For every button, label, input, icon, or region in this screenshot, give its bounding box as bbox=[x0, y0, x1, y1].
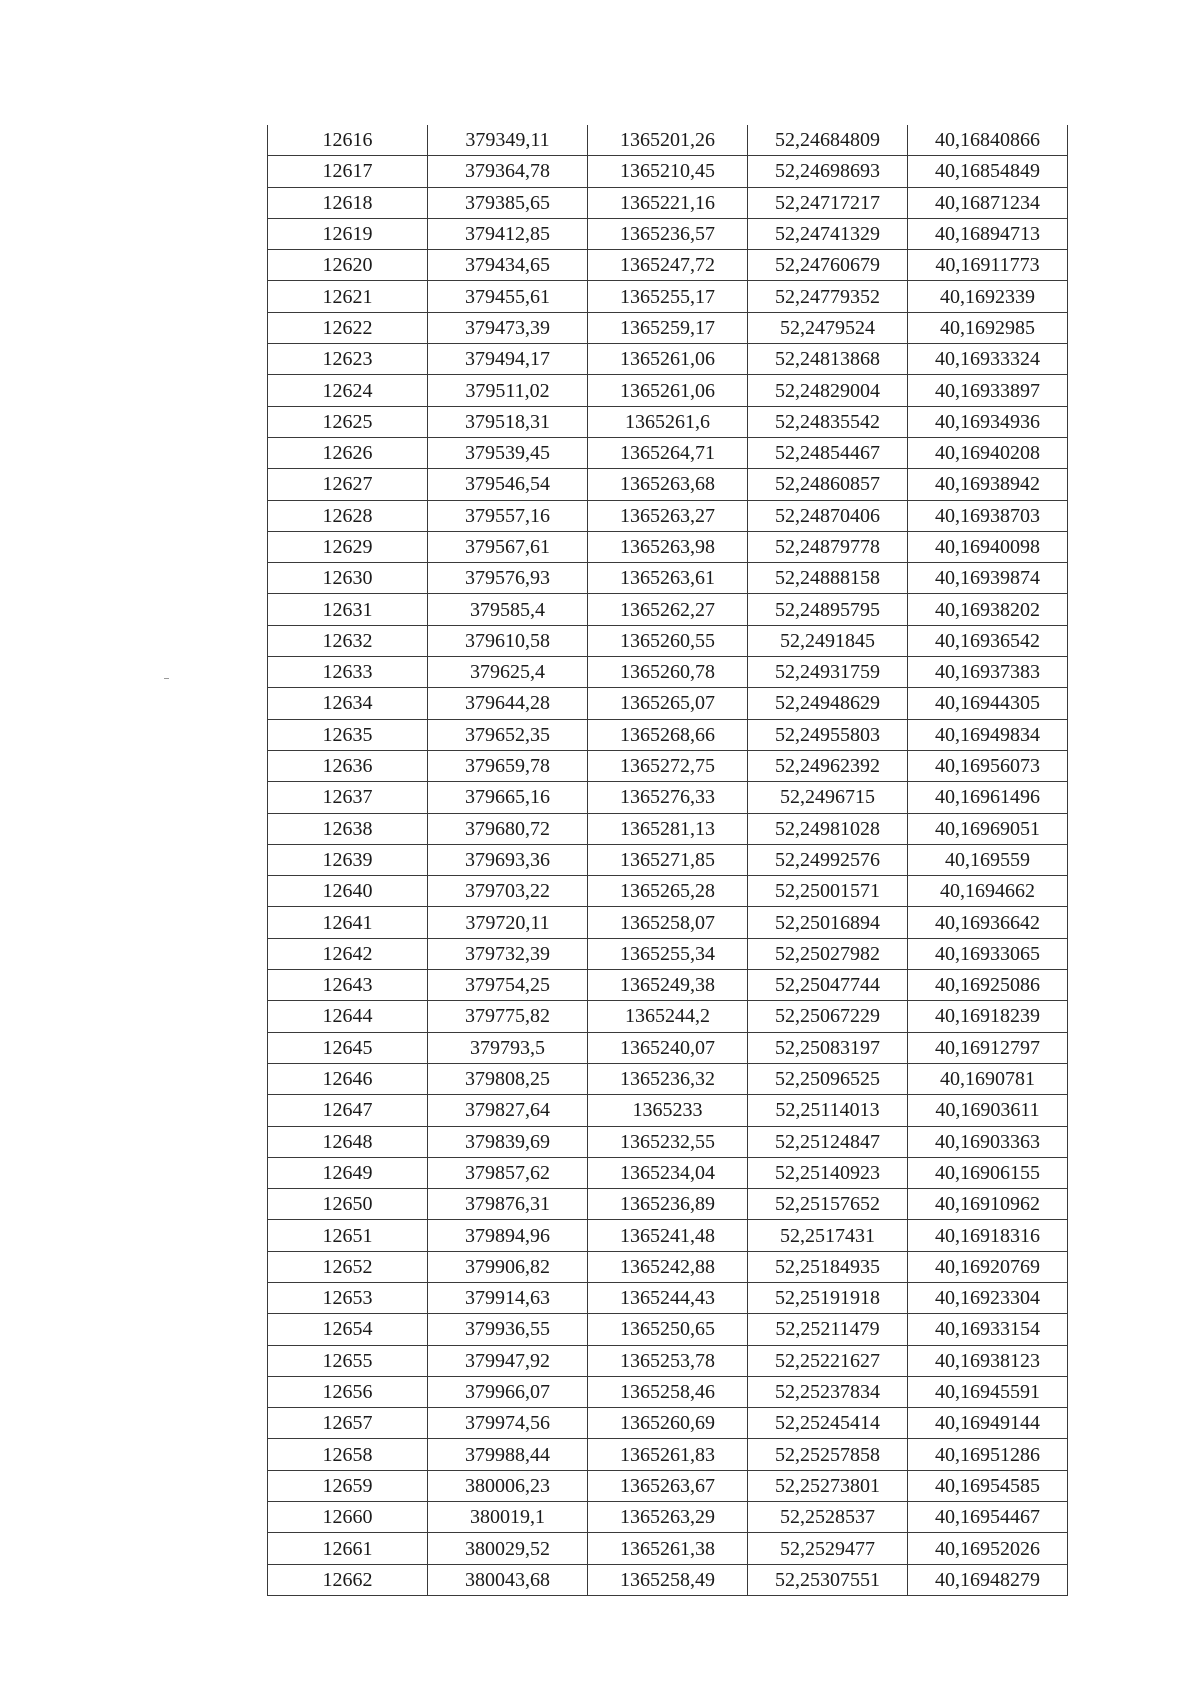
table-row bbox=[268, 750, 1068, 781]
point-number-cell: 12640 bbox=[268, 876, 428, 907]
coord-y-cell: 1365255,34 bbox=[588, 938, 748, 969]
table-row bbox=[268, 406, 1068, 437]
longitude-cell: 40,1690781 bbox=[908, 1063, 1068, 1094]
point-number-cell: 12661 bbox=[268, 1533, 428, 1564]
latitude-cell: 52,24835542 bbox=[748, 406, 908, 437]
coord-y-cell: 1365260,55 bbox=[588, 625, 748, 656]
longitude-cell: 40,16956073 bbox=[908, 750, 1068, 781]
coord-x-cell: 379857,62 bbox=[428, 1157, 588, 1188]
longitude-cell: 40,16920769 bbox=[908, 1251, 1068, 1282]
longitude-cell: 40,16961496 bbox=[908, 782, 1068, 813]
table-row bbox=[268, 375, 1068, 406]
longitude-cell: 40,16949834 bbox=[908, 719, 1068, 750]
longitude-cell: 40,16923304 bbox=[908, 1282, 1068, 1313]
table-row bbox=[268, 719, 1068, 750]
coordinate-table bbox=[267, 125, 1068, 1596]
longitude-cell: 40,16949144 bbox=[908, 1408, 1068, 1439]
latitude-cell: 52,24962392 bbox=[748, 750, 908, 781]
latitude-cell: 52,25157652 bbox=[748, 1189, 908, 1220]
coord-x-cell: 379906,82 bbox=[428, 1251, 588, 1282]
coord-x-cell: 379914,63 bbox=[428, 1282, 588, 1313]
point-number-cell: 12648 bbox=[268, 1126, 428, 1157]
latitude-cell: 52,2491845 bbox=[748, 625, 908, 656]
latitude-cell: 52,24955803 bbox=[748, 719, 908, 750]
coord-x-cell: 379894,96 bbox=[428, 1220, 588, 1251]
coord-x-cell: 379680,72 bbox=[428, 813, 588, 844]
point-number-cell: 12623 bbox=[268, 344, 428, 375]
point-number-cell: 12659 bbox=[268, 1470, 428, 1501]
longitude-cell: 40,169559 bbox=[908, 844, 1068, 875]
coord-x-cell: 379585,4 bbox=[428, 594, 588, 625]
point-number-cell: 12647 bbox=[268, 1095, 428, 1126]
coord-y-cell: 1365268,66 bbox=[588, 719, 748, 750]
longitude-cell: 40,16944305 bbox=[908, 688, 1068, 719]
latitude-cell: 52,24854467 bbox=[748, 437, 908, 468]
latitude-cell: 52,25083197 bbox=[748, 1032, 908, 1063]
coord-y-cell: 1365263,27 bbox=[588, 500, 748, 531]
point-number-cell: 12626 bbox=[268, 437, 428, 468]
coord-y-cell: 1365221,16 bbox=[588, 187, 748, 218]
latitude-cell: 52,24698693 bbox=[748, 156, 908, 187]
coord-x-cell: 379966,07 bbox=[428, 1376, 588, 1407]
coord-x-cell: 379936,55 bbox=[428, 1314, 588, 1345]
table-row bbox=[268, 1314, 1068, 1345]
coord-y-cell: 1365241,48 bbox=[588, 1220, 748, 1251]
coord-x-cell: 379732,39 bbox=[428, 938, 588, 969]
latitude-cell: 52,25124847 bbox=[748, 1126, 908, 1157]
point-number-cell: 12645 bbox=[268, 1032, 428, 1063]
coord-x-cell: 379808,25 bbox=[428, 1063, 588, 1094]
point-number-cell: 12641 bbox=[268, 907, 428, 938]
latitude-cell: 52,2496715 bbox=[748, 782, 908, 813]
longitude-cell: 40,1694662 bbox=[908, 876, 1068, 907]
latitude-cell: 52,25237834 bbox=[748, 1376, 908, 1407]
coord-x-cell: 379827,64 bbox=[428, 1095, 588, 1126]
point-number-cell: 12632 bbox=[268, 625, 428, 656]
table-row bbox=[268, 218, 1068, 249]
coord-x-cell: 379412,85 bbox=[428, 218, 588, 249]
coord-y-cell: 1365258,46 bbox=[588, 1376, 748, 1407]
coord-y-cell: 1365258,07 bbox=[588, 907, 748, 938]
table-row bbox=[268, 688, 1068, 719]
longitude-cell: 40,16918316 bbox=[908, 1220, 1068, 1251]
coord-y-cell: 1365264,71 bbox=[588, 437, 748, 468]
point-number-cell: 12639 bbox=[268, 844, 428, 875]
table-row bbox=[268, 1345, 1068, 1376]
coord-y-cell: 1365255,17 bbox=[588, 281, 748, 312]
coord-x-cell: 379988,44 bbox=[428, 1439, 588, 1470]
table-row bbox=[268, 970, 1068, 1001]
latitude-cell: 52,24981028 bbox=[748, 813, 908, 844]
table-row bbox=[268, 344, 1068, 375]
point-number-cell: 12634 bbox=[268, 688, 428, 719]
longitude-cell: 40,16854849 bbox=[908, 156, 1068, 187]
coord-x-cell: 380043,68 bbox=[428, 1564, 588, 1595]
point-number-cell: 12653 bbox=[268, 1282, 428, 1313]
coord-y-cell: 1365233 bbox=[588, 1095, 748, 1126]
coord-y-cell: 1365234,04 bbox=[588, 1157, 748, 1188]
point-number-cell: 12658 bbox=[268, 1439, 428, 1470]
longitude-cell: 40,16952026 bbox=[908, 1533, 1068, 1564]
longitude-cell: 40,16940208 bbox=[908, 437, 1068, 468]
longitude-cell: 40,16934936 bbox=[908, 406, 1068, 437]
longitude-cell: 40,16936542 bbox=[908, 625, 1068, 656]
coord-y-cell: 1365263,98 bbox=[588, 531, 748, 562]
latitude-cell: 52,24879778 bbox=[748, 531, 908, 562]
coord-x-cell: 379720,11 bbox=[428, 907, 588, 938]
point-number-cell: 12655 bbox=[268, 1345, 428, 1376]
point-number-cell: 12620 bbox=[268, 250, 428, 281]
longitude-cell: 40,16910962 bbox=[908, 1189, 1068, 1220]
point-number-cell: 12649 bbox=[268, 1157, 428, 1188]
latitude-cell: 52,25191918 bbox=[748, 1282, 908, 1313]
table-row bbox=[268, 1470, 1068, 1501]
coord-y-cell: 1365260,69 bbox=[588, 1408, 748, 1439]
longitude-cell: 40,16933897 bbox=[908, 375, 1068, 406]
table-row bbox=[268, 1095, 1068, 1126]
point-number-cell: 12638 bbox=[268, 813, 428, 844]
table-row bbox=[268, 1533, 1068, 1564]
point-number-cell: 12635 bbox=[268, 719, 428, 750]
coord-x-cell: 379974,56 bbox=[428, 1408, 588, 1439]
point-number-cell: 12652 bbox=[268, 1251, 428, 1282]
latitude-cell: 52,25307551 bbox=[748, 1564, 908, 1595]
table-row bbox=[268, 531, 1068, 562]
table-row bbox=[268, 1126, 1068, 1157]
table-row bbox=[268, 156, 1068, 187]
latitude-cell: 52,24684809 bbox=[748, 125, 908, 156]
point-number-cell: 12651 bbox=[268, 1220, 428, 1251]
coord-x-cell: 379539,45 bbox=[428, 437, 588, 468]
coord-x-cell: 379625,4 bbox=[428, 657, 588, 688]
latitude-cell: 52,24717217 bbox=[748, 187, 908, 218]
latitude-cell: 52,25096525 bbox=[748, 1063, 908, 1094]
longitude-cell: 40,16945591 bbox=[908, 1376, 1068, 1407]
longitude-cell: 40,16903363 bbox=[908, 1126, 1068, 1157]
coord-x-cell: 379349,11 bbox=[428, 125, 588, 156]
longitude-cell: 40,16911773 bbox=[908, 250, 1068, 281]
longitude-cell: 40,16938942 bbox=[908, 469, 1068, 500]
longitude-cell: 40,16969051 bbox=[908, 813, 1068, 844]
longitude-cell: 40,16940098 bbox=[908, 531, 1068, 562]
coord-x-cell: 379775,82 bbox=[428, 1001, 588, 1032]
latitude-cell: 52,2528537 bbox=[748, 1502, 908, 1533]
coord-x-cell: 379665,16 bbox=[428, 782, 588, 813]
coord-y-cell: 1365236,32 bbox=[588, 1063, 748, 1094]
longitude-cell: 40,16925086 bbox=[908, 970, 1068, 1001]
latitude-cell: 52,24895795 bbox=[748, 594, 908, 625]
point-number-cell: 12654 bbox=[268, 1314, 428, 1345]
point-number-cell: 12628 bbox=[268, 500, 428, 531]
latitude-cell: 52,24888158 bbox=[748, 563, 908, 594]
coord-x-cell: 379703,22 bbox=[428, 876, 588, 907]
longitude-cell: 40,16954585 bbox=[908, 1470, 1068, 1501]
coord-x-cell: 379644,28 bbox=[428, 688, 588, 719]
longitude-cell: 40,16903611 bbox=[908, 1095, 1068, 1126]
coord-y-cell: 1365276,33 bbox=[588, 782, 748, 813]
longitude-cell: 40,16906155 bbox=[908, 1157, 1068, 1188]
table-row bbox=[268, 876, 1068, 907]
latitude-cell: 52,25273801 bbox=[748, 1470, 908, 1501]
longitude-cell: 40,16948279 bbox=[908, 1564, 1068, 1595]
point-number-cell: 12622 bbox=[268, 312, 428, 343]
point-number-cell: 12644 bbox=[268, 1001, 428, 1032]
point-number-cell: 12650 bbox=[268, 1189, 428, 1220]
longitude-cell: 40,16938703 bbox=[908, 500, 1068, 531]
point-number-cell: 12637 bbox=[268, 782, 428, 813]
latitude-cell: 52,24992576 bbox=[748, 844, 908, 875]
latitude-cell: 52,24779352 bbox=[748, 281, 908, 312]
latitude-cell: 52,25027982 bbox=[748, 938, 908, 969]
coord-x-cell: 379434,65 bbox=[428, 250, 588, 281]
coord-y-cell: 1365244,43 bbox=[588, 1282, 748, 1313]
coord-y-cell: 1365262,27 bbox=[588, 594, 748, 625]
latitude-cell: 52,25016894 bbox=[748, 907, 908, 938]
table-row bbox=[268, 1157, 1068, 1188]
coord-y-cell: 1365261,06 bbox=[588, 375, 748, 406]
point-number-cell: 12643 bbox=[268, 970, 428, 1001]
coord-y-cell: 1365253,78 bbox=[588, 1345, 748, 1376]
latitude-cell: 52,25140923 bbox=[748, 1157, 908, 1188]
latitude-cell: 52,24741329 bbox=[748, 218, 908, 249]
point-number-cell: 12629 bbox=[268, 531, 428, 562]
point-number-cell: 12642 bbox=[268, 938, 428, 969]
coord-x-cell: 379518,31 bbox=[428, 406, 588, 437]
coord-x-cell: 379793,5 bbox=[428, 1032, 588, 1063]
table-row bbox=[268, 187, 1068, 218]
latitude-cell: 52,25001571 bbox=[748, 876, 908, 907]
point-number-cell: 12627 bbox=[268, 469, 428, 500]
table-row bbox=[268, 125, 1068, 156]
coord-y-cell: 1365263,67 bbox=[588, 1470, 748, 1501]
coord-x-cell: 379511,02 bbox=[428, 375, 588, 406]
latitude-cell: 52,25257858 bbox=[748, 1439, 908, 1470]
latitude-cell: 52,24870406 bbox=[748, 500, 908, 531]
coord-x-cell: 379473,39 bbox=[428, 312, 588, 343]
longitude-cell: 40,1692985 bbox=[908, 312, 1068, 343]
table-row bbox=[268, 1189, 1068, 1220]
longitude-cell: 40,16918239 bbox=[908, 1001, 1068, 1032]
coord-y-cell: 1365260,78 bbox=[588, 657, 748, 688]
point-number-cell: 12625 bbox=[268, 406, 428, 437]
point-number-cell: 12621 bbox=[268, 281, 428, 312]
longitude-cell: 40,16912797 bbox=[908, 1032, 1068, 1063]
coord-y-cell: 1365271,85 bbox=[588, 844, 748, 875]
point-number-cell: 12656 bbox=[268, 1376, 428, 1407]
longitude-cell: 40,16933065 bbox=[908, 938, 1068, 969]
latitude-cell: 52,24948629 bbox=[748, 688, 908, 719]
longitude-cell: 40,1692339 bbox=[908, 281, 1068, 312]
longitude-cell: 40,16938202 bbox=[908, 594, 1068, 625]
point-number-cell: 12617 bbox=[268, 156, 428, 187]
coord-y-cell: 1365259,17 bbox=[588, 312, 748, 343]
point-number-cell: 12660 bbox=[268, 1502, 428, 1533]
latitude-cell: 52,24829004 bbox=[748, 375, 908, 406]
coord-x-cell: 379364,78 bbox=[428, 156, 588, 187]
coord-x-cell: 379546,54 bbox=[428, 469, 588, 500]
point-number-cell: 12618 bbox=[268, 187, 428, 218]
longitude-cell: 40,16933324 bbox=[908, 344, 1068, 375]
coord-y-cell: 1365258,49 bbox=[588, 1564, 748, 1595]
table-row bbox=[268, 625, 1068, 656]
table-row bbox=[268, 1032, 1068, 1063]
coord-y-cell: 1365281,13 bbox=[588, 813, 748, 844]
longitude-cell: 40,16936642 bbox=[908, 907, 1068, 938]
longitude-cell: 40,16894713 bbox=[908, 218, 1068, 249]
point-number-cell: 12631 bbox=[268, 594, 428, 625]
point-number-cell: 12630 bbox=[268, 563, 428, 594]
table-row bbox=[268, 469, 1068, 500]
longitude-cell: 40,16871234 bbox=[908, 187, 1068, 218]
longitude-cell: 40,16951286 bbox=[908, 1439, 1068, 1470]
table-row bbox=[268, 907, 1068, 938]
point-number-cell: 12662 bbox=[268, 1564, 428, 1595]
coord-x-cell: 380019,1 bbox=[428, 1502, 588, 1533]
latitude-cell: 52,25114013 bbox=[748, 1095, 908, 1126]
latitude-cell: 52,24860857 bbox=[748, 469, 908, 500]
coord-y-cell: 1365244,2 bbox=[588, 1001, 748, 1032]
coord-y-cell: 1365232,55 bbox=[588, 1126, 748, 1157]
coord-y-cell: 1365201,26 bbox=[588, 125, 748, 156]
coord-x-cell: 379876,31 bbox=[428, 1189, 588, 1220]
coord-y-cell: 1365249,38 bbox=[588, 970, 748, 1001]
coord-x-cell: 379455,61 bbox=[428, 281, 588, 312]
table-row bbox=[268, 1282, 1068, 1313]
coord-x-cell: 379557,16 bbox=[428, 500, 588, 531]
table-row bbox=[268, 657, 1068, 688]
table-row bbox=[268, 938, 1068, 969]
table-row bbox=[268, 1001, 1068, 1032]
table-row bbox=[268, 1220, 1068, 1251]
coord-x-cell: 380006,23 bbox=[428, 1470, 588, 1501]
coord-x-cell: 379494,17 bbox=[428, 344, 588, 375]
coord-x-cell: 379839,69 bbox=[428, 1126, 588, 1157]
longitude-cell: 40,16938123 bbox=[908, 1345, 1068, 1376]
table-row bbox=[268, 500, 1068, 531]
point-number-cell: 12616 bbox=[268, 125, 428, 156]
table-row bbox=[268, 782, 1068, 813]
table-row bbox=[268, 281, 1068, 312]
table-row bbox=[268, 1439, 1068, 1470]
table-row bbox=[268, 563, 1068, 594]
latitude-cell: 52,2529477 bbox=[748, 1533, 908, 1564]
point-number-cell: 12624 bbox=[268, 375, 428, 406]
table-row bbox=[268, 1408, 1068, 1439]
latitude-cell: 52,25067229 bbox=[748, 1001, 908, 1032]
latitude-cell: 52,24813868 bbox=[748, 344, 908, 375]
table-row bbox=[268, 312, 1068, 343]
point-number-cell: 12646 bbox=[268, 1063, 428, 1094]
coord-y-cell: 1365263,29 bbox=[588, 1502, 748, 1533]
longitude-cell: 40,16937383 bbox=[908, 657, 1068, 688]
latitude-cell: 52,25211479 bbox=[748, 1314, 908, 1345]
latitude-cell: 52,25184935 bbox=[748, 1251, 908, 1282]
latitude-cell: 52,2517431 bbox=[748, 1220, 908, 1251]
longitude-cell: 40,16954467 bbox=[908, 1502, 1068, 1533]
table-row bbox=[268, 1063, 1068, 1094]
coord-x-cell: 380029,52 bbox=[428, 1533, 588, 1564]
table-row bbox=[268, 250, 1068, 281]
coord-x-cell: 379754,25 bbox=[428, 970, 588, 1001]
table-row bbox=[268, 594, 1068, 625]
coord-y-cell: 1365261,38 bbox=[588, 1533, 748, 1564]
coord-x-cell: 379385,65 bbox=[428, 187, 588, 218]
latitude-cell: 52,25047744 bbox=[748, 970, 908, 1001]
coord-y-cell: 1365247,72 bbox=[588, 250, 748, 281]
point-number-cell: 12633 bbox=[268, 657, 428, 688]
table-row bbox=[268, 1502, 1068, 1533]
latitude-cell: 52,25245414 bbox=[748, 1408, 908, 1439]
coord-y-cell: 1365265,28 bbox=[588, 876, 748, 907]
table-row bbox=[268, 844, 1068, 875]
coord-y-cell: 1365250,65 bbox=[588, 1314, 748, 1345]
coord-y-cell: 1365265,07 bbox=[588, 688, 748, 719]
coord-x-cell: 379693,36 bbox=[428, 844, 588, 875]
coord-y-cell: 1365242,88 bbox=[588, 1251, 748, 1282]
longitude-cell: 40,16933154 bbox=[908, 1314, 1068, 1345]
table-row bbox=[268, 1251, 1068, 1282]
table-row bbox=[268, 813, 1068, 844]
latitude-cell: 52,24760679 bbox=[748, 250, 908, 281]
coord-x-cell: 379576,93 bbox=[428, 563, 588, 594]
coord-x-cell: 379652,35 bbox=[428, 719, 588, 750]
coord-y-cell: 1365261,06 bbox=[588, 344, 748, 375]
point-number-cell: 12657 bbox=[268, 1408, 428, 1439]
coord-y-cell: 1365236,89 bbox=[588, 1189, 748, 1220]
table-row bbox=[268, 1564, 1068, 1595]
coord-x-cell: 379947,92 bbox=[428, 1345, 588, 1376]
point-number-cell: 12619 bbox=[268, 218, 428, 249]
latitude-cell: 52,25221627 bbox=[748, 1345, 908, 1376]
longitude-cell: 40,16939874 bbox=[908, 563, 1068, 594]
coord-x-cell: 379567,61 bbox=[428, 531, 588, 562]
coord-y-cell: 1365272,75 bbox=[588, 750, 748, 781]
table-row bbox=[268, 1376, 1068, 1407]
coord-x-cell: 379659,78 bbox=[428, 750, 588, 781]
table-row bbox=[268, 437, 1068, 468]
coord-y-cell: 1365261,6 bbox=[588, 406, 748, 437]
longitude-cell: 40,16840866 bbox=[908, 125, 1068, 156]
coord-y-cell: 1365236,57 bbox=[588, 218, 748, 249]
coordinate-table-body bbox=[268, 125, 1068, 1595]
coord-x-cell: 379610,58 bbox=[428, 625, 588, 656]
coord-y-cell: 1365263,61 bbox=[588, 563, 748, 594]
scan-speck bbox=[164, 678, 169, 679]
latitude-cell: 52,24931759 bbox=[748, 657, 908, 688]
coord-y-cell: 1365240,07 bbox=[588, 1032, 748, 1063]
coord-y-cell: 1365263,68 bbox=[588, 469, 748, 500]
point-number-cell: 12636 bbox=[268, 750, 428, 781]
latitude-cell: 52,2479524 bbox=[748, 312, 908, 343]
coord-y-cell: 1365210,45 bbox=[588, 156, 748, 187]
coord-y-cell: 1365261,83 bbox=[588, 1439, 748, 1470]
